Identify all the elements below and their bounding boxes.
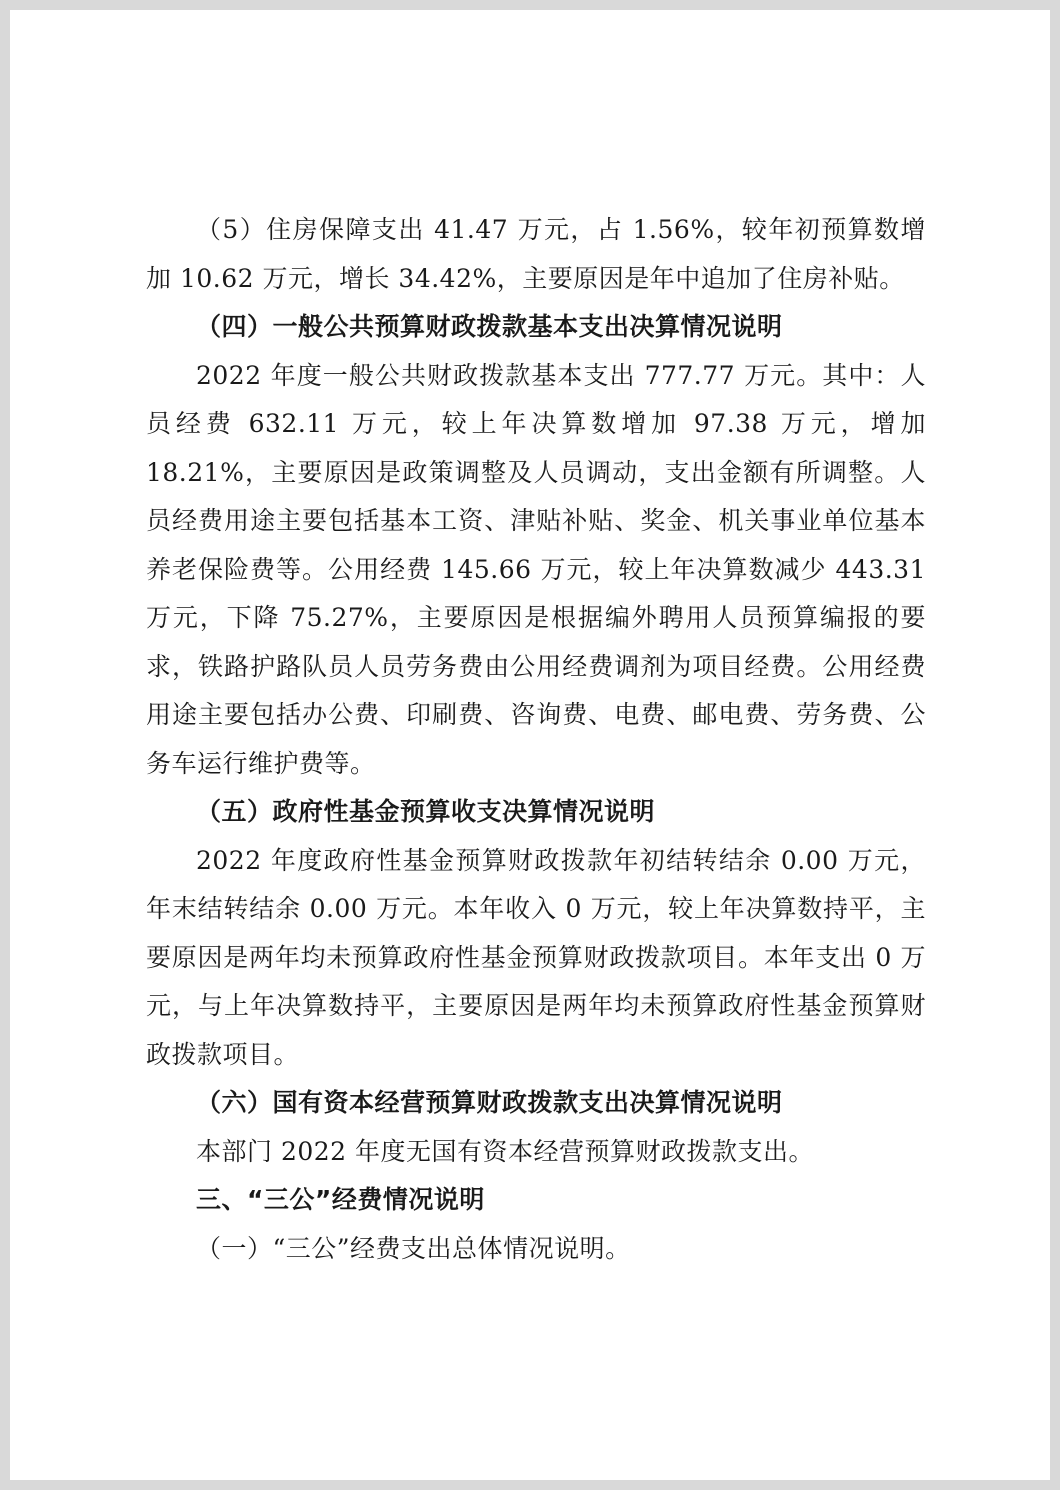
section-heading-three-public-expenses: 三、“三公”经费情况说明 xyxy=(196,1185,485,1214)
document-page xyxy=(10,10,1050,1480)
section-heading-government-fund: （五）政府性基金预算收支决算情况说明 xyxy=(196,797,656,826)
paragraph-basic-expenditure: 2022 年度一般公共财政拨款基本支出 777.77 万元。其中：人员经费 632.11 万元，较上年决算数增加 97.38 万元，增加 18.21%，主要原因是政策调整及人员调动，支出金额有所调整。人员经费用途主要包括基本工资、津贴补贴、奖金、机关事业单位基本养老保险费等。公用经费 145.66 万元，较上年决算数减少 443.31 万元，下降 75.27%，主要原因是根据编外聘用人员预算编报的要求，铁路护路队员人员劳务费由公用经费调剂为项目经费。公用经费用途主要包括办公费、印刷费、咨询费、电费、邮电费、劳务费、公务车运行维护费等。 xyxy=(146,360,926,778)
document-body xyxy=(146,206,926,1273)
paragraph-housing-expenditure: （5）住房保障支出 41.47 万元，占 1.56%，较年初预算数增加 10.62 万元，增长 34.42%，主要原因是年中追加了住房补贴。 xyxy=(146,215,926,293)
subsection-three-public-overview: （一）“三公”经费支出总体情况说明。 xyxy=(196,1233,631,1263)
paragraph-government-fund: 2022 年度政府性基金预算财政拨款年初结转结余 0.00 万元，年末结转结余 0.00 万元。本年收入 0 万元，较上年决算数持平，主要原因是两年均未预算政府性基金预算财政拨款项目。本年支出 0 万元，与上年决算数持平，主要原因是两年均未预算政府性基金预算财政拨款项目。 xyxy=(146,845,926,1069)
section-heading-state-capital: （六）国有资本经营预算财政拨款支出决算情况说明 xyxy=(196,1088,783,1117)
section-heading-basic-expenditure: （四）一般公共预算财政拨款基本支出决算情况说明 xyxy=(196,312,783,341)
paragraph-state-capital: 本部门 2022 年度无国有资本经营预算财政拨款支出。 xyxy=(196,1136,815,1166)
